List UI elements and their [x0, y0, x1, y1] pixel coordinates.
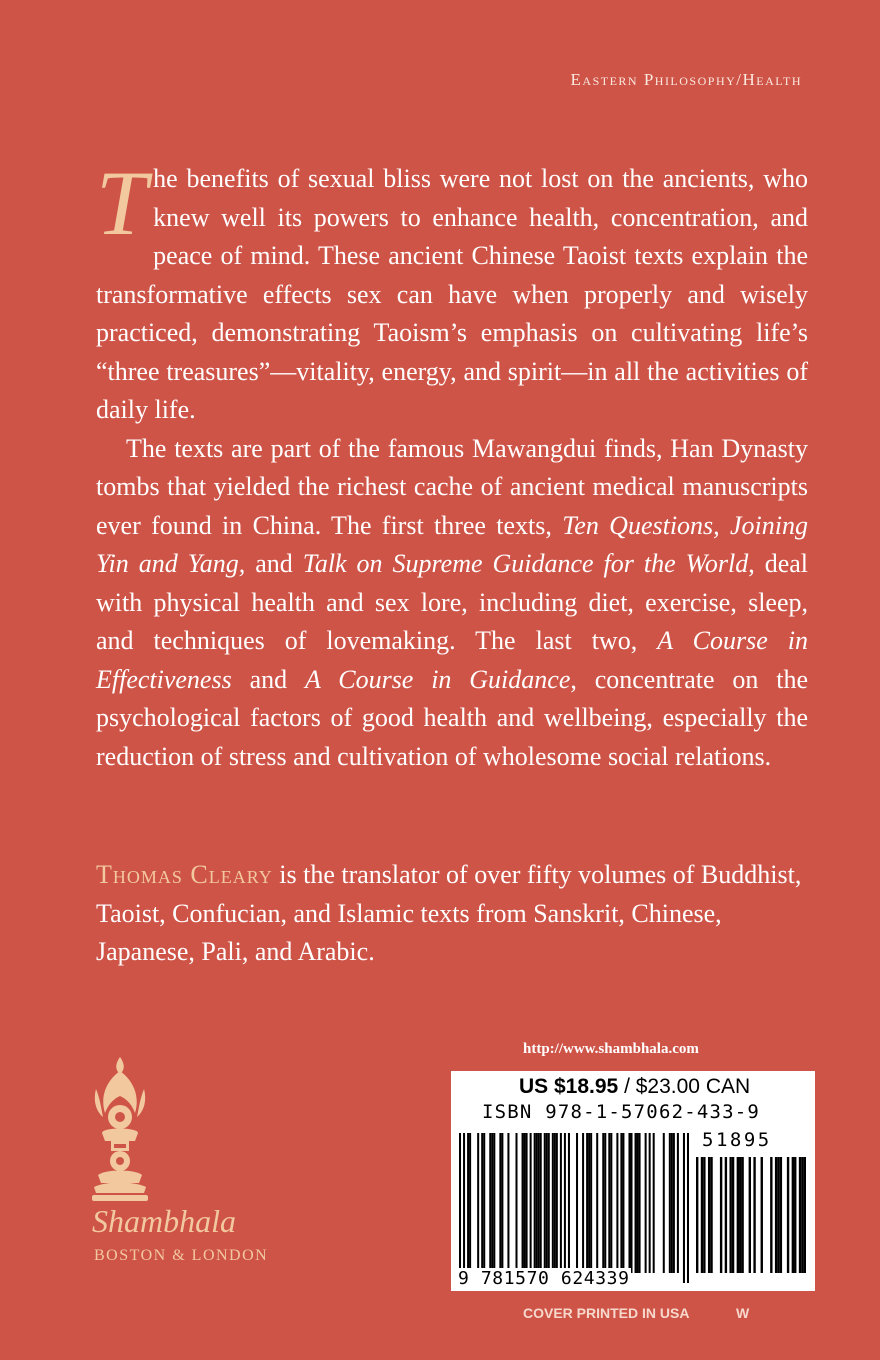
- price-label: [519, 1075, 750, 1099]
- barcode-bar: [739, 1157, 741, 1273]
- barcode-bar: [696, 1157, 698, 1273]
- description-paragraph-1: [96, 152, 808, 430]
- book-description: [96, 152, 808, 776]
- barcode-bar: [582, 1133, 584, 1273]
- barcode-bar: [770, 1157, 772, 1273]
- barcode-bar: [560, 1133, 562, 1273]
- barcode-bar: [777, 1157, 779, 1273]
- p2-text-e: , concentrate on the psychological factors of good health and wellbeing, especially the reduction of stress and cultivation of wholesome social relations.: [96, 664, 808, 771]
- barcode-bar: [604, 1133, 606, 1273]
- barcode-bar: [548, 1133, 550, 1273]
- barcode-bar: [645, 1133, 647, 1273]
- barcode-bar: [540, 1133, 542, 1273]
- description-p1-text: he benefits of sexual bliss were not lost on the ancients, who knew well its powers to enhance health, concentration, and peace of mind. These ancient Chinese Taoist texts explain the transformative effects sex can have when properly and wisely practiced, demonstrating Taoism’s emphasis on cultivating life’s “three treasures”—vitality, energy, and spirit—in all the activities of daily life.: [96, 164, 808, 424]
- barcode-bar: [507, 1133, 509, 1273]
- barcode-bar: [673, 1133, 675, 1273]
- publisher-url: http://www.shambhala.com: [523, 1041, 699, 1057]
- barcode-bar: [649, 1133, 651, 1273]
- barcode-bar: [799, 1157, 801, 1273]
- barcode-bar: [608, 1133, 610, 1273]
- isbn-text: ISBN 978-1-57062-433-9: [482, 1101, 761, 1123]
- barcode-bar: [729, 1157, 731, 1273]
- author-bio: [96, 856, 808, 972]
- barcode-bar: [501, 1133, 503, 1273]
- barcode-bar: [720, 1157, 722, 1273]
- publisher-name: Shambhala: [92, 1203, 236, 1239]
- author-bio-text: is the translator of over fifty volumes of Buddhist, Taoist, Confucian, and Islamic texts from Sanskrit, Chinese, Japanese, Pali, and Arabic.: [96, 860, 802, 966]
- barcode-bar: [683, 1133, 685, 1283]
- barcode-bar: [524, 1133, 526, 1273]
- title-course-effectiveness: A Course in Effectiveness: [96, 626, 808, 694]
- barcode-bar: [610, 1133, 612, 1273]
- barcode-bar: [628, 1133, 630, 1273]
- addon-barcode: [696, 1157, 806, 1283]
- barcode-bar: [564, 1133, 566, 1273]
- barcode-bar: [741, 1157, 743, 1273]
- barcode-panel: [451, 1071, 815, 1291]
- barcode-bar: [804, 1157, 806, 1273]
- barcode-bar: [635, 1133, 637, 1273]
- barcode-bar: [725, 1157, 727, 1273]
- barcode-bar: [467, 1133, 469, 1273]
- barcode-bar: [749, 1157, 751, 1273]
- barcode-bar: [538, 1133, 540, 1273]
- barcode-bar: [556, 1133, 558, 1283]
- barcode-bar: [630, 1133, 632, 1273]
- barcode-bar: [544, 1133, 546, 1273]
- barcode-bar: [801, 1157, 803, 1273]
- barcode-bar: [669, 1133, 671, 1273]
- category-label: Eastern Philosophy/Health: [570, 70, 802, 89]
- barcode-bar: [552, 1133, 554, 1283]
- barcode-bar: [787, 1157, 789, 1273]
- drop-cap: T: [96, 152, 148, 254]
- barcode-bar: [639, 1133, 641, 1273]
- barcode-bar: [663, 1133, 665, 1273]
- shambhala-emblem-icon: [84, 1055, 156, 1203]
- barcode-bar: [526, 1133, 528, 1273]
- barcode-bar: [576, 1133, 578, 1273]
- barcode-bar: [737, 1157, 739, 1273]
- barcode-bar: [499, 1133, 501, 1273]
- addon-digits: 51895: [702, 1129, 772, 1151]
- ean-barcode: [459, 1133, 689, 1283]
- barcode-bar: [463, 1133, 465, 1283]
- title-supreme-guidance: Talk on Supreme Guidance for the World: [302, 549, 749, 578]
- barcode-bar: [602, 1133, 604, 1273]
- barcode-bar: [775, 1157, 777, 1273]
- barcode-bar: [794, 1157, 796, 1273]
- barcode-bar: [710, 1157, 712, 1273]
- barcode-bar: [761, 1157, 763, 1273]
- barcode-bar: [493, 1133, 495, 1273]
- publisher-location: BOSTON & LONDON: [94, 1247, 269, 1264]
- barcode-bar: [620, 1133, 622, 1273]
- barcode-bar: [489, 1133, 491, 1273]
- title-course-guidance: A Course in Guidance: [304, 664, 571, 694]
- barcode-bar: [586, 1133, 588, 1273]
- title-ten-questions: Ten Questions, Joining Yin and Yang,: [96, 510, 808, 578]
- barcode-bar: [677, 1133, 679, 1273]
- barcode-bar: [568, 1133, 570, 1273]
- author-name: Thomas Cleary: [96, 860, 273, 889]
- barcode-bar: [554, 1133, 556, 1283]
- description-paragraph-2: [96, 430, 808, 777]
- barcode-bar: [536, 1133, 538, 1273]
- p2-text-a: The texts are part of the famous Mawangdui finds, Han Dynasty tombs that yielded the richest cache of ancient medical manuscripts ever found in China. The first three texts,: [96, 433, 808, 540]
- barcode-bar: [522, 1133, 524, 1273]
- barcode-bar: [588, 1133, 590, 1273]
- barcode-bar: [701, 1157, 703, 1273]
- barcode-bar: [780, 1157, 782, 1273]
- barcode-bar: [687, 1133, 689, 1283]
- barcode-bar: [732, 1157, 734, 1273]
- barcode-bar: [671, 1133, 673, 1273]
- barcode-bar: [792, 1157, 794, 1273]
- barcode-digits: 9 781570 624339: [458, 1268, 630, 1289]
- barcode-bar: [469, 1133, 471, 1273]
- barcode-bar: [477, 1133, 479, 1273]
- printed-in-label: COVER PRINTED IN USA: [523, 1305, 690, 1321]
- price-can: / $23.00 CAN: [618, 1075, 751, 1098]
- barcode-bar: [637, 1133, 639, 1273]
- barcode-bar: [653, 1133, 655, 1273]
- barcode-bar: [483, 1133, 485, 1273]
- barcode-bar: [590, 1133, 592, 1273]
- barcode-bar: [703, 1157, 705, 1273]
- barcode-bar: [534, 1133, 536, 1273]
- barcode-bar: [459, 1133, 461, 1283]
- price-us: US $18.95: [519, 1075, 619, 1098]
- barcode-bar: [491, 1133, 493, 1273]
- barcode-bar: [616, 1133, 618, 1273]
- barcode-bar: [515, 1133, 517, 1273]
- barcode-bar: [622, 1133, 624, 1273]
- barcode-bar: [596, 1133, 598, 1273]
- barcode-bar: [753, 1157, 755, 1273]
- barcode-bar: [530, 1133, 532, 1273]
- barcode-bar: [481, 1133, 483, 1273]
- printer-code: W: [736, 1305, 750, 1321]
- barcode-bar: [546, 1133, 548, 1273]
- p2-text-c: , deal with physical health and sex lore, including diet, exercise, sleep, and techniques of lovemaking. The last two,: [96, 549, 808, 655]
- p2-text-b: and: [245, 549, 303, 578]
- barcode-bar: [708, 1157, 710, 1273]
- p2-text-d: and: [231, 664, 305, 694]
